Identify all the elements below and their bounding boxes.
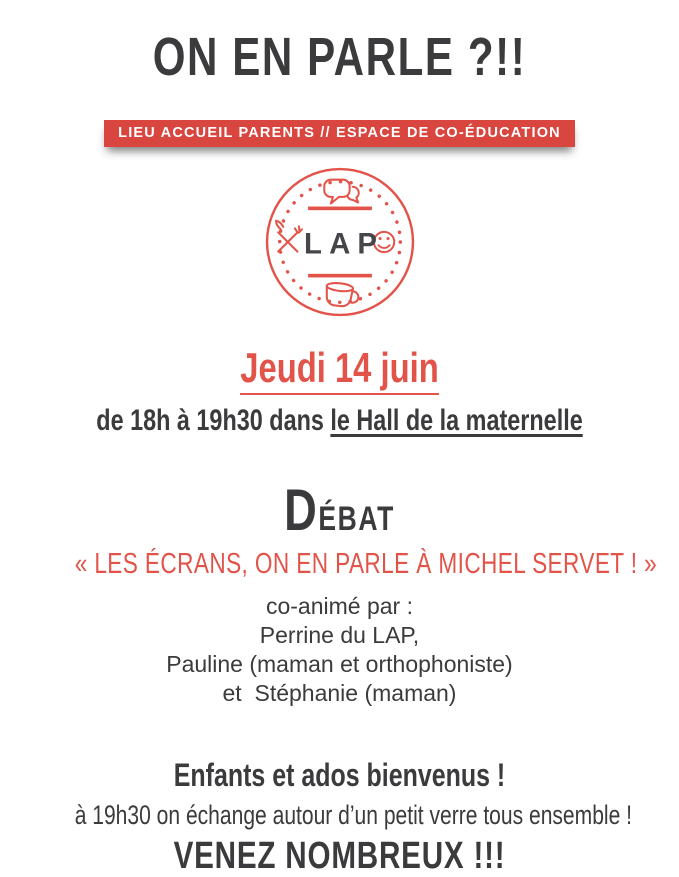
hosts-intro: co-animé par :: [265, 592, 413, 619]
cutlery-icon: [276, 220, 302, 251]
subtitle-banner: LIEU ACCUEIL PARENTS // ESPACE DE CO-ÉDUCATION: [104, 120, 575, 147]
debate-heading-rest: ÉBAT: [318, 500, 395, 539]
drinks-line: à 19h30 on échange autour d’un petit verre tous ensemble !: [74, 800, 632, 831]
drinks-row: [0, 800, 679, 831]
event-date: Jeudi 14 juin: [240, 347, 438, 395]
host-line: Perrine du LAP,: [259, 621, 420, 648]
banner-row: [0, 120, 679, 147]
logo-top-bar: [308, 206, 372, 210]
debate-heading-initial: D: [284, 478, 319, 544]
lap-logo-graphic: [264, 166, 416, 318]
welcome-line: Enfants et ados bienvenus !: [173, 756, 506, 793]
debate-heading: [75, 478, 605, 544]
logo-bottom-bar: [308, 273, 372, 277]
host-line: Pauline (maman et orthophoniste): [166, 650, 513, 677]
host-line: et Stéphanie (maman): [222, 679, 457, 706]
event-time-location: [75, 404, 605, 439]
debate-topic: « LES ÉCRANS, ON EN PARLE À MICHEL SERVET ! »: [74, 548, 658, 581]
closing-line: VENEZ NOMBREUX !!!: [173, 835, 506, 877]
logo-text: LAP: [303, 227, 384, 261]
welcome-row: [0, 758, 679, 793]
time-row: [0, 404, 679, 439]
event-time: de 18h à 19h30 dans: [96, 403, 331, 437]
closing-row: [0, 836, 679, 877]
coffee-cup-icon: [324, 282, 359, 308]
date-row: [75, 343, 605, 395]
event-location: le Hall de la maternelle: [330, 403, 583, 437]
topic-row: [0, 547, 679, 582]
poster-title: ON EN PARLE ?!!: [152, 27, 527, 87]
lap-logo: [0, 166, 679, 318]
